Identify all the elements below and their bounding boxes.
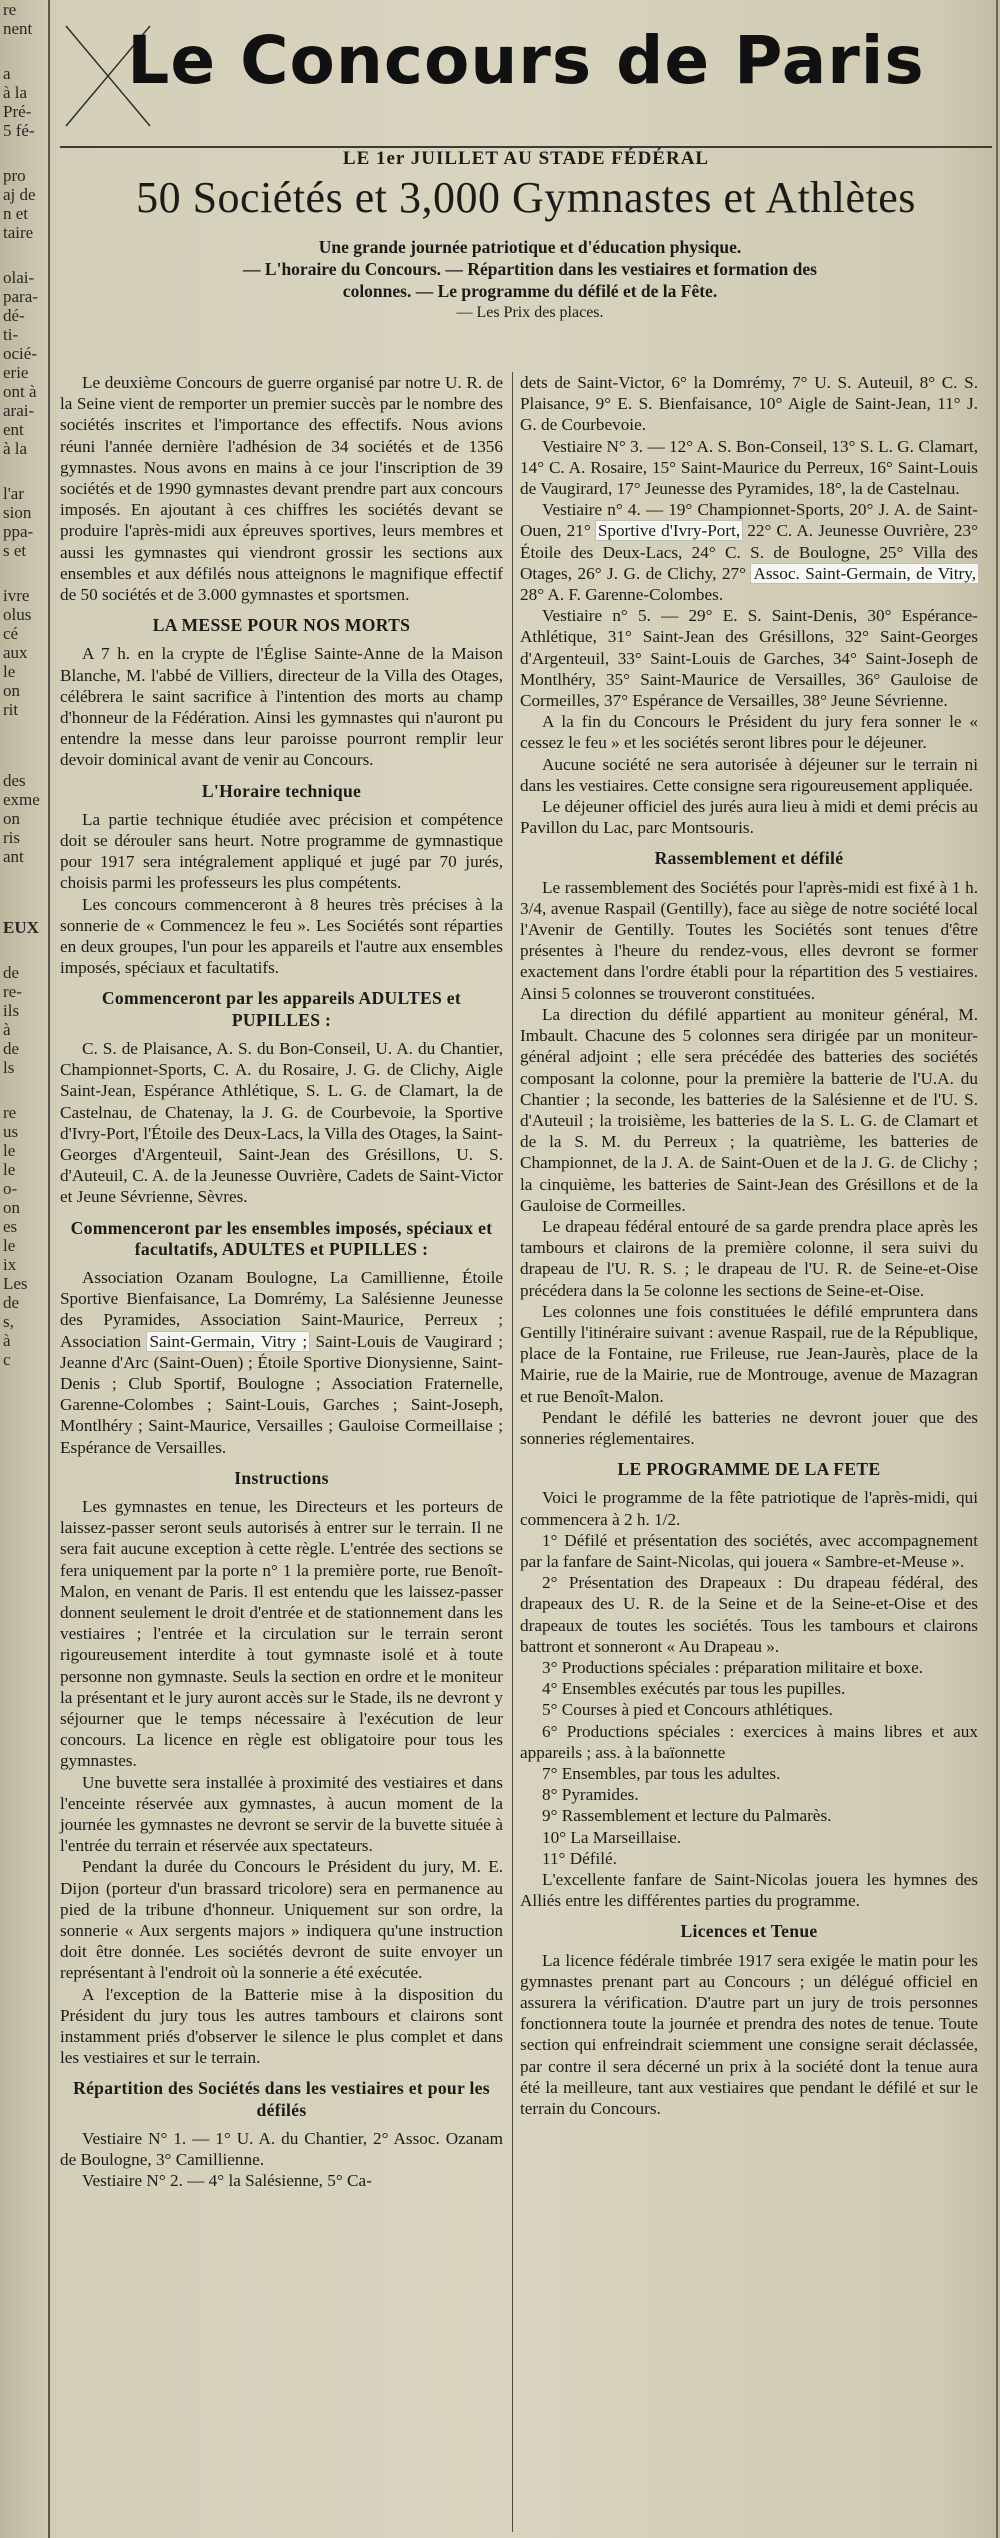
vestiaire-5: Vestiaire n° 5. — 29° E. S. Saint-Denis, 30° Espérance-Athlétique, 31° Saint-Jean des Grésillons, 32° Saint-Georges d'Argenteuil, 33° Saint-Louis de Garches, 34° Saint-Joseph de Montlhéry, 35° Saint-Maurice de Versailles, 36° Gauloise de Cormeilles, 37° Espérance de Versailles, 38° Jeune Sévrienne. — [520, 606, 978, 711]
margin-fragment: on — [3, 1198, 20, 1217]
margin-fragment: le — [3, 662, 16, 681]
margin-fragment: Les — [3, 1274, 28, 1293]
margin-fragment: n et — [3, 204, 29, 223]
vestiaire-4 — [520, 499, 978, 605]
ensembles-paragraph — [60, 1267, 503, 1458]
programme-item-3: 3° Productions spéciales : préparation militaire et boxe. — [542, 1657, 924, 1677]
margin-fragment: Pré- — [3, 102, 32, 121]
vestiaire-2-start: Vestiaire N° 2. — 4° la Salésienne, 5° Ca- — [82, 2171, 372, 2191]
vestiaire-4-text-a: Vestiaire n° 4. — 19° Championnet-Sports, 20° J. A. de Saint-Ouen, 21° — [520, 500, 978, 541]
column-right — [520, 372, 978, 2119]
article-title: Le Concours de Paris — [127, 22, 925, 99]
horaire-paragraph-2: Les concours commenceront à 8 heures très précises à la sonnerie de « Commencez le feu ». Les Sociétés sont réparties en deux groupes, l'un pour les appareils et l'autre aux ensembles imposés, spéciaux et facultatifs. — [60, 894, 503, 978]
rassemblement-paragraph-5: Pendant le défilé les batteries ne devront jouer que des sonneries réglementaires. — [520, 1407, 978, 1448]
rassemblement-paragraph-4: Les colonnes une fois constituées le défilé empruntera dans Gentilly l'itinéraire suivant : avenue Raspail, rue de la République, place de la Fontaine, rue Frileuse, rue Jean-Jaurès, place de la Mairie, rue de la Mairie, rue de Montrouge, avenue de Mazagran et rue Benoît-Malon. — [520, 1301, 978, 1406]
article-lede — [230, 236, 830, 324]
margin-gap — [0, 38, 48, 64]
margin-fragment: arai- — [3, 401, 35, 420]
fin-paragraph-1: A la fin du Concours le Président du jury fera sonner le « cessez le feu » et les sociétés seront libres pour le déjeuner. — [520, 712, 978, 753]
margin-fragment: à — [3, 1331, 11, 1350]
vestiaire-3: Vestiaire N° 3. — 12° A. S. Bon-Conseil, 13° S. L. G. Clamart, 14° C. A. Rosaire, 15° Saint-Maurice du Perreux, 16° Saint-Louis de Vaugirard, 17° Jeunesse des Pyramides, 18°, la de Castelnau. — [520, 436, 978, 499]
margin-fragment: c — [3, 1350, 11, 1369]
heading-instructions: Instructions — [234, 1467, 329, 1488]
instructions-paragraph-1: Les gymnastes en tenue, les Directeurs et les porteurs de laissez-passer seront seuls autorisés à entrer sur le terrain. Il ne sera fait aucune exception à cette règle. L'entrée des sections se fera uniquement par la porte n° 1 la première porte, rue Benoît-Malon, en venant de Paris. Il est entendu que les laissez-passer donnent seulement le droit d'entrée et de stationnement dans les vestiaires ; l'entrée et la circulation sur le terrain seront rigoureusement interdite à tout gymnaste isolé et à toute personne non gymnaste. Seuls la section en ordre et le moniteur la présentant et le jury auront accès sur le Stade, ils ne devront y séjourner que le temps nécessaire à l'exécution de leur concours. La licence en règle est obligatoire pour tous les gymnastes. — [60, 1496, 503, 1771]
heading-repartition: Répartition des Sociétés dans les vestiaires et pour les défilés — [73, 2078, 490, 2120]
margin-fragment: le — [3, 1236, 16, 1255]
rassemblement-paragraph-1: Le rassemblement des Sociétés pour l'après-midi est fixé à 1 h. 3/4, avenue Raspail (Gentilly), face au siège de notre société local l'Avenir de Gentilly. Toutes les Sociétés sont tenues d'être présentes à l'heure du rendez-vous, elles devront se former exactement dans l'ordre établi pour la répartition des 5 vestiaires. Ainsi 5 colonnes se trouveront constituées. — [520, 877, 978, 1003]
margin-fragment: à la — [3, 439, 28, 458]
programme-item-8: 8° Pyramides. — [542, 1785, 639, 1805]
column-divider — [512, 372, 513, 2532]
appareils-paragraph: C. S. de Plaisance, A. S. du Bon-Conseil, U. A. du Chantier, Championnet-Sports, C. A. du Rosaire, J. G. de Clichy, Aigle Saint-Jean, Espérance Athlétique, S. L. G. de Clamart, la de Castelnau, de Chatenay, la J. G. de Courbevoie, la Sportive d'Ivry-Port, l'Étoile des Deux-Lacs, la Villa des Otages, la Saint-Georges d'Argenteuil, Saint-Jean des Grésillons, U. S. d'Auteuil, C. A. de la Jeunesse Ouvrière, Cadets de Saint-Victor et Jeune Sévrienne, Sèvres. — [60, 1038, 504, 1207]
heading-licences: Licences et Tenue — [680, 1921, 818, 1942]
margin-fragment: re- — [3, 982, 22, 1001]
margin-fragment: ix — [3, 1255, 17, 1274]
margin-fragment: para- — [3, 287, 38, 306]
margin-fragment: ent — [3, 420, 24, 439]
margin-fragment: on — [3, 681, 20, 700]
programme-item-10: 10° La Marseillaise. — [542, 1827, 682, 1847]
vestiaire-2-continued: dets de Saint-Victor, 6° la Domrémy, 7° U. S. Auteuil, 8° C. S. Plaisance, 9° E. S. Bienfaisance, 10° Aigle de Saint-Jean, 11° J. G. de Courbevoie. — [520, 373, 978, 435]
programme-item-4: 4° Ensembles exécutés par tous les pupilles. — [542, 1679, 846, 1699]
margin-fragment: re — [3, 1103, 17, 1122]
margin-fragment: ls — [3, 1058, 15, 1077]
margin-gap — [0, 242, 48, 268]
article-date-line: LE 1er JUILLET AU STADE FÉDÉRAL — [342, 148, 710, 169]
margin-fragment: exme — [3, 790, 40, 809]
programme-fanfare: L'excellente fanfare de Saint-Nicolas jouera les hymnes des Alliés entre les différentes parties du programme. — [520, 1870, 978, 1911]
heading-messe: LA MESSE POUR NOS MORTS — [152, 615, 411, 636]
heading-ensembles: Commenceront par les ensembles imposés, spéciaux et facultatifs, ADULTES et PUPILLES : — [70, 1217, 493, 1259]
margin-fragment: us — [3, 1122, 19, 1141]
margin-fragment: ils — [3, 1001, 20, 1020]
margin-gap — [0, 745, 48, 771]
margin-fragment: le — [3, 1141, 16, 1160]
margin-fragment: à — [3, 1020, 11, 1039]
margin-gap — [0, 937, 48, 963]
masthead — [60, 18, 992, 148]
highlighted-saint-germain-vitry-2: Assoc. Saint-Germain, de Vitry, — [753, 563, 977, 583]
margin-fragment: nent — [3, 19, 33, 38]
lede-line-1: Une grande journée patriotique et d'éducation physique. — [318, 237, 742, 257]
instructions-paragraph-2: Une buvette sera installée à proximité des vestiaires et dans l'enceinte réservée aux gymnastes, à aucun moment de la journée les gymnastes ne devront se servir de la buvette située à l'entrée du terrain et réservée aux spectateurs. — [60, 1772, 503, 1856]
margin-fragment: ont à — [3, 382, 37, 401]
margin-gap — [0, 1077, 48, 1103]
margin-fragment: 5 fé- — [3, 121, 35, 140]
margin-fragment: olus — [3, 605, 32, 624]
highlighted-saint-germain-vitry: Saint-Germain, Vitry ; — [149, 1331, 308, 1351]
margin-fragment: pro — [3, 166, 26, 185]
margin-fragment: s et — [3, 541, 27, 560]
margin-fragment: ti- — [3, 325, 19, 344]
margin-fragment: rit — [3, 700, 19, 719]
programme-item-6: 6° Productions spéciales : exercices à mains libres et aux appareils ; ass. à la baïonnette — [520, 1721, 978, 1762]
margin-fragment: ris — [3, 828, 20, 847]
margin-fragment: ppa- — [3, 522, 34, 541]
column-left — [60, 372, 503, 2191]
margin-fragment: o- — [3, 1179, 18, 1198]
heading-rassemblement: Rassemblement et défilé — [654, 848, 844, 869]
margin-fragment: de — [3, 1039, 20, 1058]
ensembles-text-b: Saint-Louis de Vaugirard ; Jeanne d'Arc (Saint-Ouen) ; Étoile Sportive Dionysienne, Saint-Denis ; Club Sportif, Boulogne ; Association Fraternelle, Garenne-Colombes ; Saint-Louis, Garches ; Saint-Joseph, Montlhéry ; Saint-Maurice, Versailles ; Gauloise Cormeillaise ; Espérance de Versailles. — [60, 1331, 503, 1457]
programme-item-9: 9° Rassemblement et lecture du Palmarès. — [542, 1806, 832, 1826]
right-column-rule — [996, 0, 998, 2538]
horaire-paragraph-1: La partie technique étudiée avec précision et compétence doit se dérouler sans heurt. Notre programme de gymnastique pour 1917 sera intégralement appliqué et jugé par 70 jurés, choisis parmi les professeurs les plus compétents. — [60, 809, 503, 893]
margin-fragment: des — [3, 771, 26, 790]
margin-fragment: de — [3, 963, 20, 982]
vestiaire-4-text-c: 28° A. F. Garenne-Colombes. — [520, 585, 724, 605]
margin-fragment: on — [3, 809, 20, 828]
margin-fragment: de — [3, 1293, 20, 1312]
margin-fragment: erie — [3, 363, 29, 382]
margin-gap — [0, 560, 48, 586]
margin-fragment: taire — [3, 223, 34, 242]
margin-fragment: cé — [3, 624, 19, 643]
programme-item-2: 2° Présentation des Drapeaux : Du drapeau fédéral, des drapeaux des U. R. de la Seine et de la Seine-et-Oise et des drapeaux de toutes les sociétés. Tous les tambours et clairons battront et sonneront « Au Drapeau ». — [520, 1573, 978, 1656]
instructions-paragraph-4: A l'exception de la Batterie mise à la disposition du Président du jury tous les autres tambours et clairons sont instamment priés d'observer le silence le plus complet et dans les vestiaires et sur le terrain. — [60, 1984, 503, 2068]
ensembles-text-a: Association Ozanam Boulogne, La Camillienne, Étoile Sportive Bienfaisance, La Domrémy, La Salésienne Jeunesse des Pyramides, Association Saint-Maurice, Perreux ; Association — [60, 1267, 503, 1351]
margin-fragment: olai- — [3, 268, 35, 287]
vestiaire-1: Vestiaire N° 1. — 1° U. A. du Chantier, 2° Assoc. Ozanam de Boulogne, 3° Camillienne. — [60, 2128, 503, 2170]
lede-line-2: — L'horaire du Concours. — Répartition dans les vestiaires et formation des colonnes. — Le programme du défilé et de la Fête. — [243, 259, 817, 301]
vestiaire-4-text-b: 22° C. A. Jeunesse Ouvrière, 23° Étoile des Deux-Lacs, 24° C. S. de Boulogne, 25° Villa des Otages, 26° J. G. de Clichy, 27° — [520, 521, 978, 583]
margin-fragment: ant — [3, 847, 24, 866]
margin-fragment: es — [3, 1217, 18, 1236]
lede-line-3: — Les Prix des places. — [456, 304, 604, 321]
heading-horaire: L'Horaire technique — [201, 780, 362, 801]
margin-fragment: sion — [3, 503, 32, 522]
margin-fragment: aux — [3, 643, 28, 662]
intro-paragraph: Le deuxième Concours de guerre organisé par notre U. R. de la Seine vient de remporter un premier succès par le nombre des sociétés inscrites et l'importance des effectifs. Nous avions réuni l'année dernière l'adhésion de 34 sociétés et de 1356 gymnastes. Nous avons en mains à ce jour l'inscription de 39 sociétés et de 1990 gymnastes devant prendre part aux concours imposés. En ajoutant à ces chiffres les sociétés devant se produire l'après-midi aux épreuves sportives, leurs membres et aussi les gymnastes qui viendront grossir les sections aux ensembles et aux défilés nous atteignons le magnifique effectif de 50 sociétés et de 3.000 gymnastes et sportsmen. — [60, 373, 503, 605]
programme-item-1: 1° Défilé et présentation des sociétés, avec accompagnement par la fanfare de Saint-Nicolas, qui jouera « Sambre-et-Meuse ». — [520, 1530, 978, 1571]
highlighted-ivry-port: Sportive d'Ivry-Port, — [597, 521, 741, 541]
margin-gap — [0, 892, 48, 918]
licences-paragraph: La licence fédérale timbrée 1917 sera exigée le matin pour les gymnastes prenant part au Concours ; un délégué officiel en assurera la vérification. D'autre part un jury de trois personnes fonctionnera toute la journée et prendra des notes de tenue. Toute section qui enfreindrait sciemment une consigne serait déclassée, par contre il sera décerné un prix à la société dont la tenue aura été la meilleure, tant aux vestiaires que pendant le défilé et sur le terrain du Concours. — [520, 1950, 978, 2119]
margin-fragment: dé- — [3, 306, 25, 325]
programme-item-7: 7° Ensembles, par tous les adultes. — [542, 1764, 781, 1783]
margin-gap — [0, 866, 48, 892]
rassemblement-paragraph-3: Le drapeau fédéral entouré de sa garde prendra place après les tambours et clairons de la première colonne, il sera suivi du drapeau de l'U. R. S. ; le drapeau de l'U. R. de Seine-et-Oise précédera dans la 5e colonne les sections de Seine-et-Oise. — [520, 1216, 978, 1300]
heading-appareils: Commenceront par les appareils ADULTES et PUPILLES : — [101, 988, 462, 1030]
fin-paragraph-2: Aucune société ne sera autorisée à déjeuner sur le terrain ni dans les vestiaires. Cette consigne sera rigoureusement appliquée. — [520, 754, 978, 795]
programme-item-5: 5° Courses à pied et Concours athlétiques. — [542, 1700, 833, 1720]
messe-paragraph: A 7 h. en la crypte de l'Église Sainte-Anne de la Maison Blanche, M. l'abbé de Villiers, directeur de la Villa des Otages, célébrera le saint sacrifice à l'intention des morts au champ d'honneur de la Fédération. Ainsi les gymnastes qui n'auront pu entendre la messe dans leur paroisse pourront remplir leur devoir dominical avant de venir au Concours. — [60, 644, 503, 770]
programme-item-11: 11° Défilé. — [542, 1848, 617, 1868]
margin-fragment: EUX — [3, 918, 39, 937]
margin-fragment: le — [3, 1160, 16, 1179]
margin-fragment: re — [3, 0, 17, 19]
fin-paragraph-3: Le déjeuner officiel des jurés aura lieu à midi et demi précis au Pavillon du Lac, parc Montsouris. — [520, 797, 978, 838]
margin-fragment: ocié- — [3, 344, 37, 363]
instructions-paragraph-3: Pendant la durée du Concours le Président du jury, M. E. Dijon (porteur d'un brassard tricolore) sera en permanence au pied de la tribune d'honneur. Uniquement sur son ordre, la sonnerie « Aux sergents majors » indiquera qu'une instruction doit être donnée. Les sociétés devront de suite envoyer un représentant à l'endroit où la sonnerie a été exécutée. — [60, 1857, 503, 1983]
programme-intro: Voici le programme de la fête patriotique de l'après-midi, qui commencera à 2 h. 1/2. — [520, 1488, 978, 1529]
margin-gap — [0, 458, 48, 484]
margin-fragment: s, — [3, 1312, 14, 1331]
left-margin-fragment-column — [0, 0, 50, 2538]
margin-fragment: ivre — [3, 586, 30, 605]
rassemblement-paragraph-2: La direction du défilé appartient au moniteur général, M. Imbault. Chacune des 5 colonnes sera dirigée par un moniteur-général adjoint ; elle sera précédée des batteries des sociétés composant la colonne, pour la première la batterie de l'U.A. du Chantier ; la seconde, les batteries de la Salésienne et de l'U. S. d'Auteuil ; la troisième, les batteries de la S. L. G. de Clamart et de la S. M. du Perreux ; la quatrième, les batteries de Championnet, de la J. A. de Saint-Ouen et de la J. G. de Clichy ; la cinquième, les batteries de Saint-Jean des Grésillons et de la Gauloise de Cormeilles. — [520, 1004, 978, 1215]
article-headline: 50 Sociétés et 3,000 Gymnastes et Athlètes — [136, 173, 916, 222]
margin-gap — [0, 140, 48, 166]
margin-gap — [0, 719, 48, 745]
margin-fragment: aj de — [3, 185, 36, 204]
margin-fragment: l'ar — [3, 484, 24, 503]
margin-fragment: a — [3, 64, 11, 83]
heading-programme: LE PROGRAMME DE LA FETE — [617, 1459, 881, 1480]
margin-fragment: à la — [3, 83, 28, 102]
